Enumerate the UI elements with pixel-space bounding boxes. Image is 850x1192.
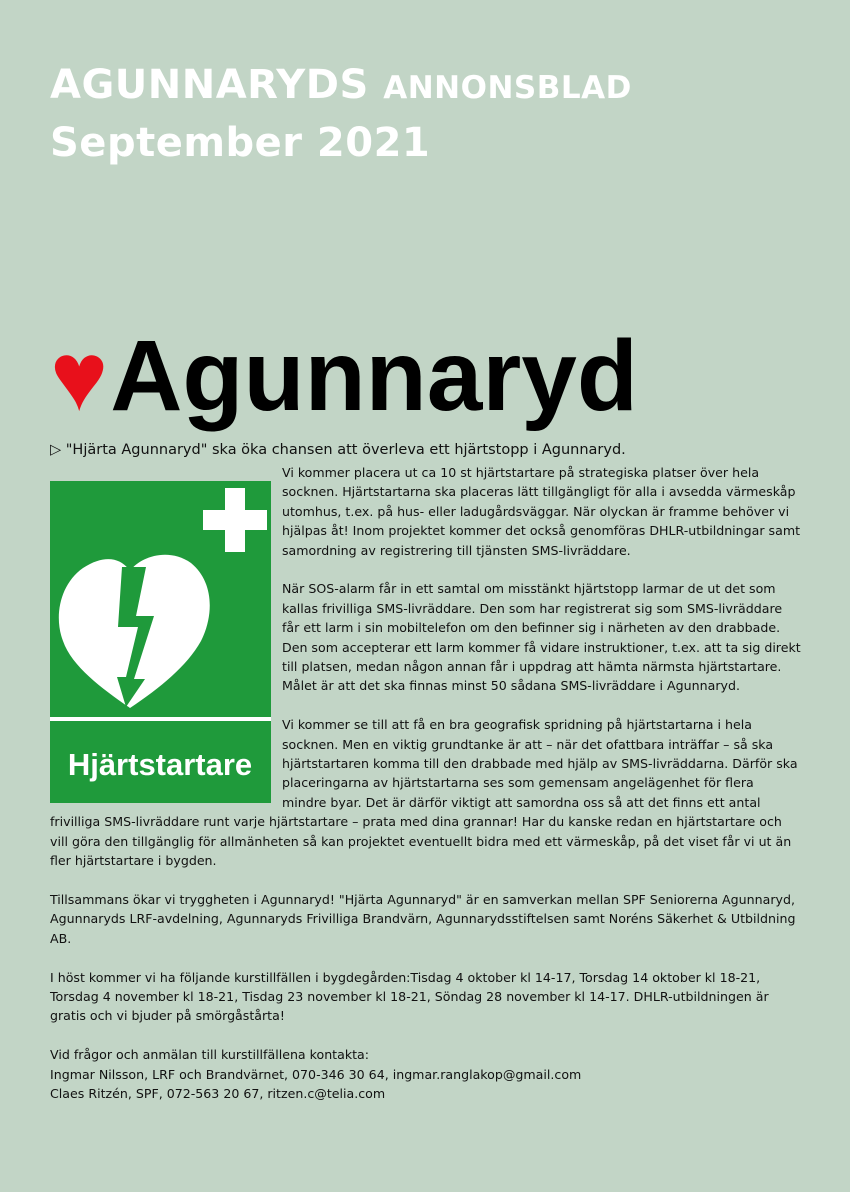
masthead-title [50, 58, 632, 115]
aed-label: Hjärtstartare [67, 747, 253, 782]
headline [50, 316, 638, 436]
heart-icon: ♥ [50, 321, 109, 431]
article-paragraph: När SOS-alarm får in ett samtal om misstänkt hjärtstopp larmar de ut det som kallas frivilliga SMS-livräddare. Den som har registrerat sig som SMS-livräddare får ett larm i sin mobiltelefon om den befinner sig i närheten av den drabbade. Den som accepterar ett larm kommer få vidare instruktioner, t.ex. att ta sig direkt till platsen, medan någon annan får i uppdrag att hämta närmsta hjärtstartare. Målet är att det ska finnas minst 50 sådana SMS-livräddare i Agunnaryd. [282, 581, 801, 694]
article-paragraph: I höst kommer vi ha följande kurstillfällen i bygdegården:Tisdag 4 oktober kl 14-17, Torsdag 14 oktober kl 18-21, Torsdag 4 november kl 18-21, Tisdag 23 november kl 18-21, Söndag 28 november kl 14-17. DHLR-utbildningen är gratis och vi bjuder på smörgåstårta! [50, 969, 769, 1024]
article-paragraph: Vi kommer placera ut ca 10 st hjärtstartare på strategiska platser över hela socknen. Hjärtstartarna ska placeras lätt tillgängligt för alla i avsedda värmeskåp utomhus, t.ex. på hus- eller ladugårdsväggar. När olyckan är framme behöver vi hjälpas åt! Inom projektet kommer det också genomföras DHLR-utbildningar samt samordning av registrering till tjänsten SMS-livräddare. [282, 465, 801, 558]
headline-title: Agunnaryd [110, 320, 638, 432]
article-paragraph: Tillsammans ökar vi tryggheten i Agunnaryd! "Hjärta Agunnaryd" är en samverkan mellan SPF Seniorerna Agunnaryd, Agunnaryds LRF-avdelning, Agunnaryds Frivilliga Brandvärn, Agunnarydsstiftelsen samt Noréns Säkerhet & Utbildning AB. [50, 891, 796, 946]
masthead-issue: September 2021 [50, 120, 431, 166]
contact-heading: Vid frågor och anmälan till kurstillfällena kontakta: [50, 1047, 370, 1063]
masthead-title-sub: ANNONSBLAD [383, 70, 632, 106]
masthead-title-main: AGUNNARYDS [50, 62, 369, 108]
contact-block [50, 1045, 802, 1103]
contact-line: Claes Ritzén, SPF, 072-563 20 67, ritzen.c@telia.com [50, 1085, 386, 1101]
article-paragraph: Vi kommer se till att få en bra geografisk spridning på hjärtstartarna i hela socknen. Men en viktig grundtanke är att – när det ofattbara inträffar – så ska hjärtstartaren komma till den drabbade med hjälp av SMS-livräddarna. Därför ska placeringarna av hjärtstartarna ses som gemensam angelägenhet för flera mindre byar. Det är därför viktigt att samordna oss så att det finns ett antal frivilliga SMS-livräddare runt varje hjärtstartare – prata med dina grannar! Har du kanske redan en hjärtstartare och vill göra den tillgänglig för allmänheten så kan projektet eventuellt bidra med ett värmeskåp, på det viset får vi ut än fler hjärtstartare i bygden. [50, 717, 798, 869]
masthead [50, 58, 632, 171]
article [50, 463, 802, 1103]
intro-line: ▷ "Hjärta Agunnaryd" ska öka chansen att överleva ett hjärtstopp i Agunnaryd. [50, 442, 626, 458]
contact-line: Ingmar Nilsson, LRF och Brandvärnet, 070-346 30 64, ingmar.ranglakop@gmail.com [50, 1066, 582, 1082]
